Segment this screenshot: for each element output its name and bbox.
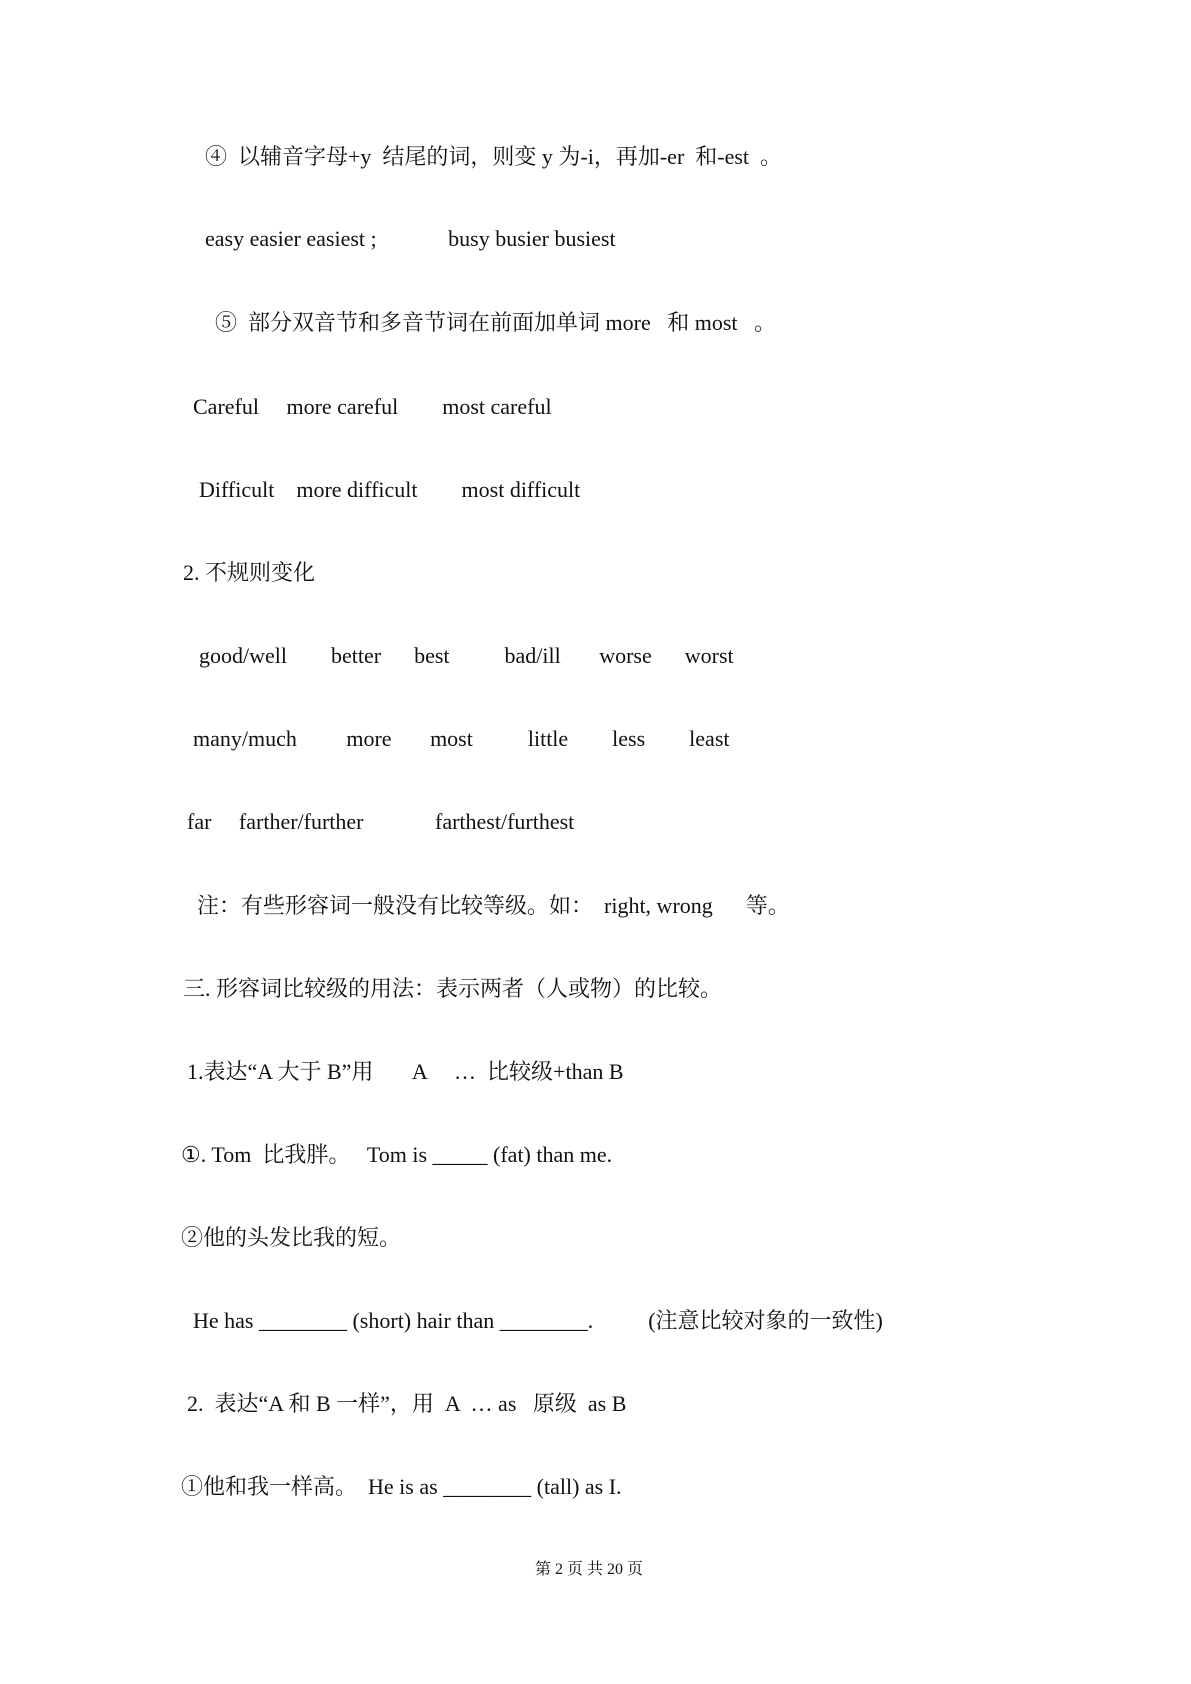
example-easy-busy: easy easier easiest ; busy busier busiest: [205, 226, 616, 251]
irregular-many-little: many/much more most little less least: [193, 726, 730, 751]
exercise-2-cn: ②他的头发比我的短。: [181, 1225, 402, 1250]
section-irregular: 2. 不规则变化: [183, 560, 316, 585]
exercise-1: ①. Tom 比我胖。 Tom is _____ (fat) than me.: [181, 1142, 613, 1167]
example-difficult: Difficult more difficult most difficult: [199, 477, 581, 502]
usage-1-than: 1.表达“A 大于 B”用 A … 比较级+than B: [187, 1059, 624, 1084]
page-footer: 第 2 页 共 20 页: [535, 1561, 644, 1578]
exercise-2-en: He has ________ (short) hair than ________. (注意比较对象的一致性): [193, 1308, 883, 1333]
example-careful: Careful more careful most careful: [193, 394, 552, 419]
usage-2-as: 2. 表达“A 和 B 一样”，用 A … as 原级 as B: [187, 1391, 627, 1416]
exercise-3: ①他和我一样高。 He is as ________ (tall) as I.: [181, 1474, 622, 1499]
note-no-comparison: 注：有些形容词一般没有比较等级。如： right, wrong 等。: [197, 893, 790, 918]
rule-5-more-most: ⑤ 部分双音节和多音节词在前面加单词 more 和 most 。: [215, 310, 776, 335]
section-3-heading: 三. 形容词比较级的用法：表示两者（人或物）的比较。: [183, 976, 723, 1001]
irregular-far: far farther/further farthest/furthest: [187, 809, 575, 834]
irregular-good-bad: good/well better best bad/ill worse worst: [199, 643, 734, 668]
rule-4-consonant-y: ④ 以辅音字母+y 结尾的词，则变 y 为-i，再加-er 和-est 。: [205, 144, 783, 169]
